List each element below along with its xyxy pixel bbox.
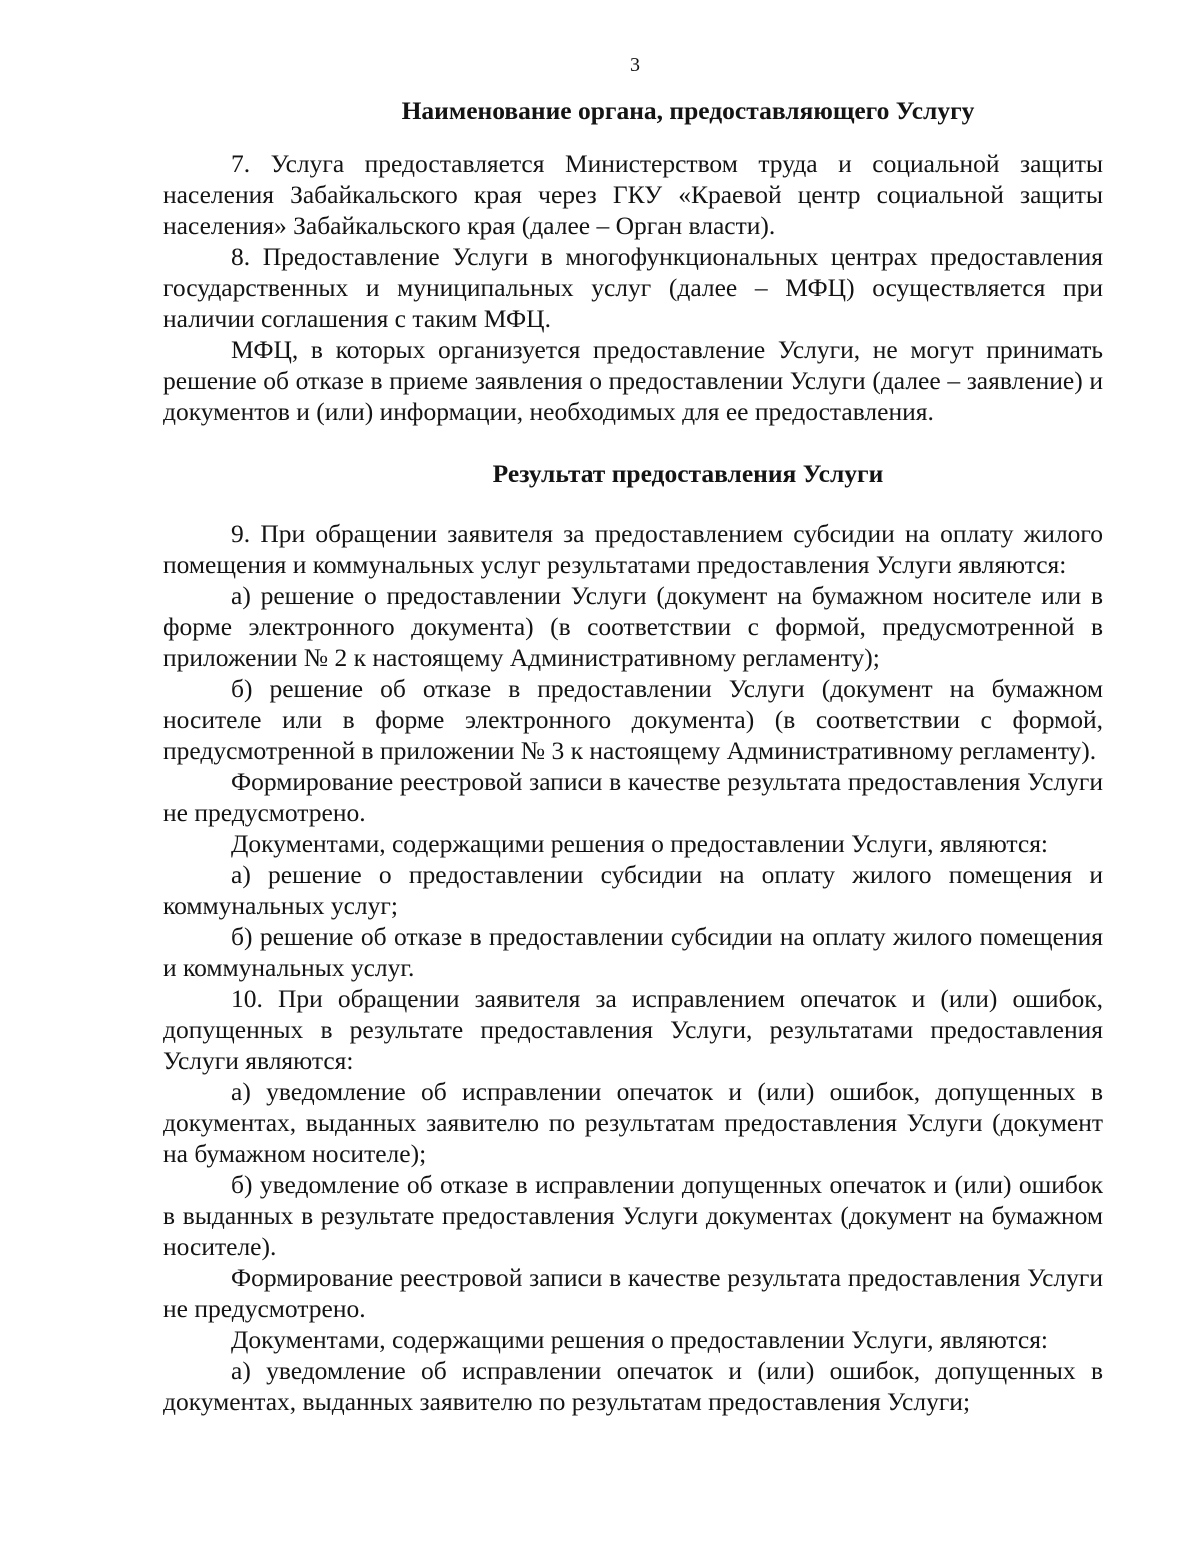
paragraph: Формирование реестровой записи в качестве результата предоставления Услуги не предусмотрено. (163, 1263, 1103, 1323)
paragraph: б) решение об отказе в предоставлении Услуги (документ на бумажном носителе или в форме электронного документа) (в соответствии с формой, предусмотренной в приложении № 3 к настоящему Административному регламенту). (163, 674, 1103, 765)
paragraph: МФЦ, в которых организуется предоставление Услуги, не могут принимать решение об отказе в приеме заявления о предоставлении Услуги (далее – заявление) и документов и (или) информации, необходимых для ее предоставления. (163, 335, 1103, 426)
paragraph: Формирование реестровой записи в качестве результата предоставления Услуги не предусмотрено. (163, 767, 1103, 827)
paragraph: а) уведомление об исправлении опечаток и (или) ошибок, допущенных в документах, выданных заявителю по результатам предоставления Услуги (документ на бумажном носителе); (163, 1077, 1103, 1168)
paragraph: 7. Услуга предоставляется Министерством труда и социальной защиты населения Забайкальского края через ГКУ «Краевой центр социальной защиты населения» Забайкальского края (далее – Орган власти). (163, 149, 1103, 240)
section-heading-authority: Наименование органа, предоставляющего Услугу (401, 96, 975, 125)
paragraph: 9. При обращении заявителя за предоставлением субсидии на оплату жилого помещения и коммунальных услуг результатами предоставления Услуги являются: (163, 519, 1103, 579)
paragraph: а) решение о предоставлении Услуги (документ на бумажном носителе или в форме электронного документа) (в соответствии с формой, предусмотренной в приложении № 2 к настоящему Административному регламенту); (163, 581, 1103, 672)
paragraph: а) уведомление об исправлении опечаток и (или) ошибок, допущенных в документах, выданных заявителю по результатам предоставления Услуги; (163, 1356, 1103, 1416)
paragraph: Документами, содержащими решения о предоставлении Услуги, являются: (231, 829, 1049, 858)
paragraph: 10. При обращении заявителя за исправлением опечаток и (или) ошибок, допущенных в результате предоставления Услуги, результатами предоставления Услуги являются: (163, 984, 1103, 1075)
paragraph: а) решение о предоставлении субсидии на оплату жилого помещения и коммунальных услуг; (163, 860, 1103, 920)
paragraph: б) уведомление об отказе в исправлении допущенных опечаток и (или) ошибок в выданных в результате предоставления Услуги документах (документ на бумажном носителе). (163, 1170, 1103, 1261)
paragraph: 8. Предоставление Услуги в многофункциональных центрах предоставления государственных и муниципальных услуг (далее – МФЦ) осуществляется при наличии соглашения с таким МФЦ. (163, 242, 1103, 333)
page-number: 3 (630, 54, 640, 76)
document-body (163, 95, 1103, 1417)
paragraph: Документами, содержащими решения о предоставлении Услуги, являются: (231, 1325, 1049, 1354)
section-heading-result: Результат предоставления Услуги (492, 459, 884, 488)
paragraph: б) решение об отказе в предоставлении субсидии на оплату жилого помещения и коммунальных услуг. (163, 922, 1103, 982)
